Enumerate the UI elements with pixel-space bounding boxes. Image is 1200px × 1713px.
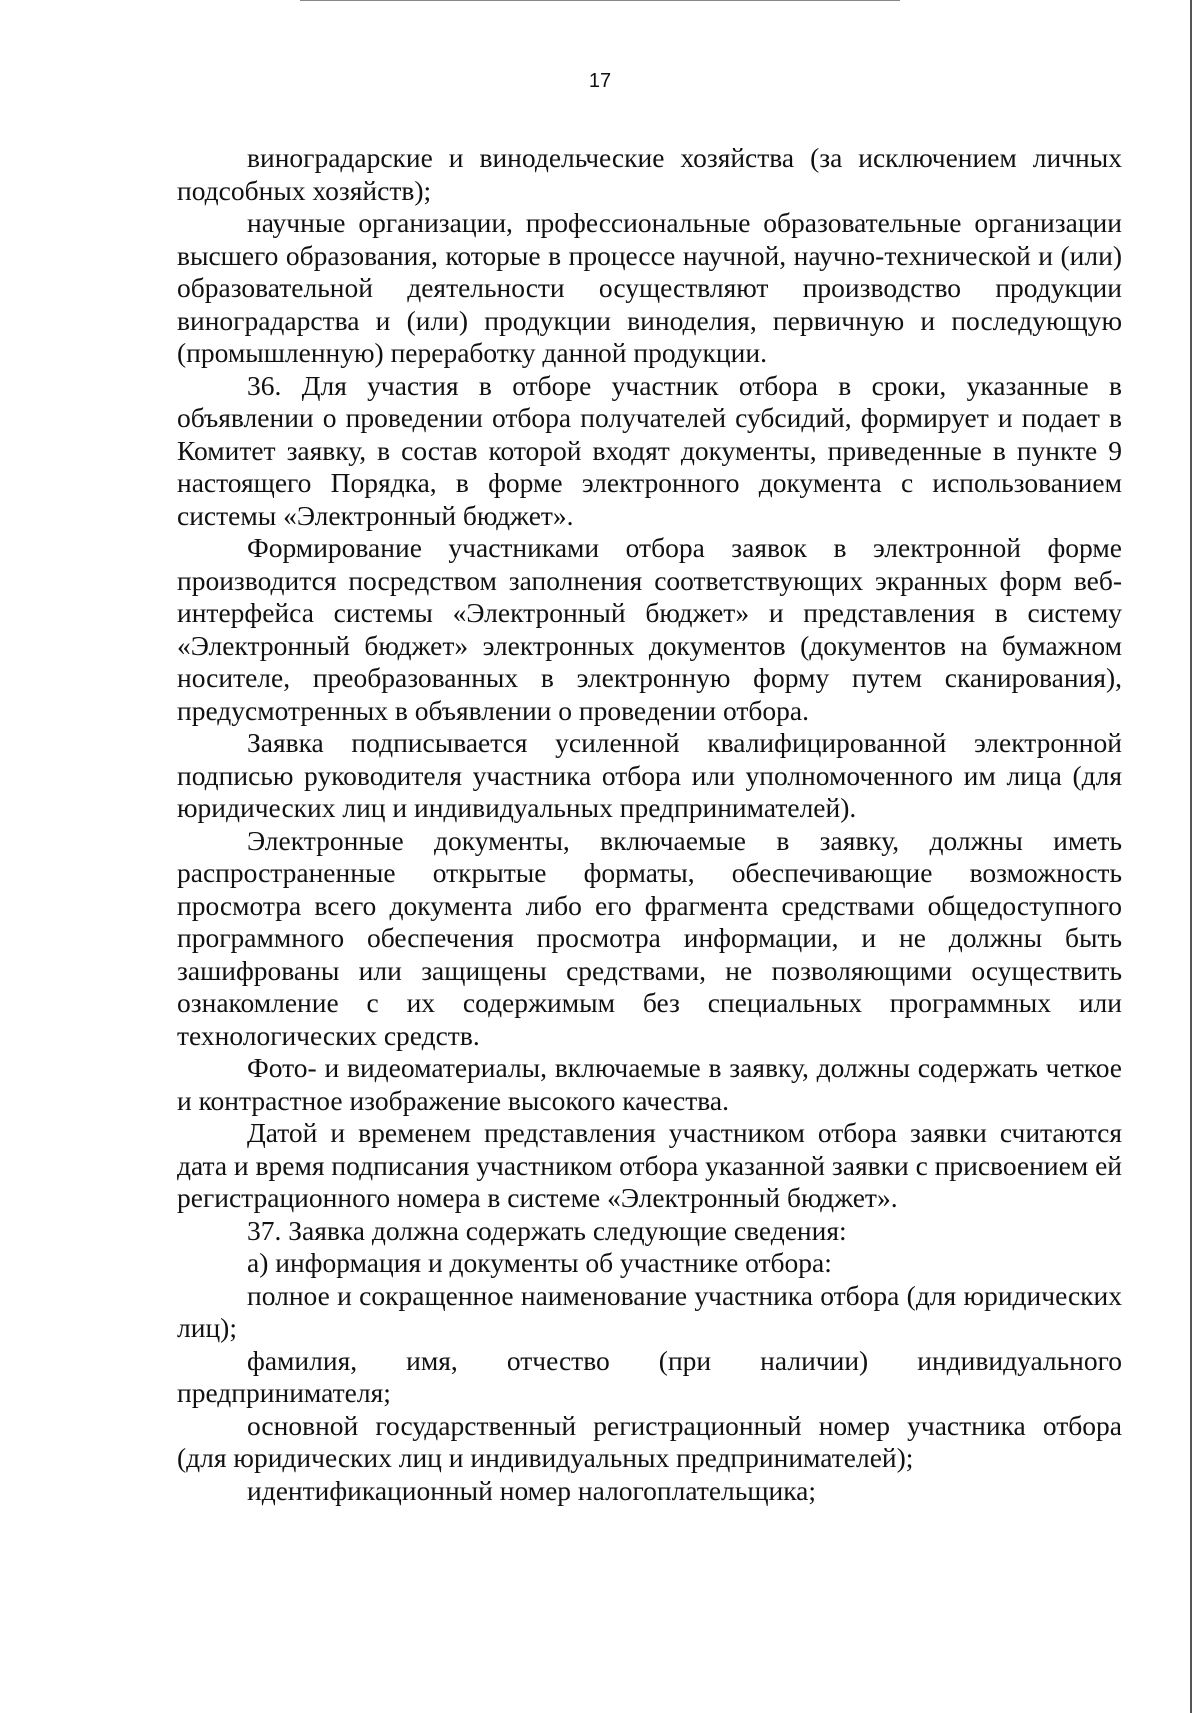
paragraph: Датой и временем представления участником отбора заявки считаются дата и время подписания участником отбора указанной заявки с присвоением ей регистрационного номера в системе «Электронный бюджет».: [177, 1117, 1122, 1213]
paragraph: полное и сокращенное наименование участника отбора (для юридических лиц);: [177, 1279, 1122, 1343]
scan-right-edge: [1190, 0, 1192, 1713]
paragraph: фамилия, имя, отчество (при наличии) индивидуального предпринимателя;: [177, 1344, 1122, 1408]
document-body: [177, 142, 1122, 1507]
scan-top-edge: [300, 0, 900, 1]
paragraph: идентификационный номер налогоплательщика;: [247, 1474, 817, 1506]
paragraph: Электронные документы, включаемые в заявку, должны иметь распространенные открытые форматы, обеспечивающие возможность просмотра всего документа либо его фрагмента средствами общедоступного программного обеспечения просмотра информации, и не должны быть зашифрованы или защищены средствами, не позволяющими осуществить ознакомление с их содержимым без специальных программных или технологических средств.: [177, 824, 1122, 1051]
paragraph: Фото- и видеоматериалы, включаемые в заявку, должны содержать четкое и контрастное изображение высокого качества.: [177, 1052, 1122, 1116]
paragraph: 37. Заявка должна содержать следующие сведения:: [247, 1214, 847, 1246]
page-number: 17: [588, 70, 612, 92]
paragraph: а) информация и документы об участнике отбора:: [247, 1247, 832, 1278]
paragraph: Заявка подписывается усиленной квалифицированной электронной подписью руководителя участника отбора или уполномоченного им лица (для юридических лиц и индивидуальных предпринимателей).: [177, 727, 1122, 823]
paragraph: виноградарские и винодельческие хозяйства (за исключением личных подсобных хозяйств);: [177, 142, 1122, 206]
paragraph: Формирование участниками отбора заявок в электронной форме производится посредством заполнения соответствующих экранных форм веб-интерфейса системы «Электронный бюджет» и представления в систему «Электронный бюджет» электронных документов (документов на бумажном носителе, преобразованных в электронную форму путем сканирования), предусмотренных в объявлении о проведении отбора.: [177, 532, 1122, 726]
paragraph: 36. Для участия в отборе участник отбора в сроки, указанные в объявлении о проведении отбора получателей субсидий, формирует и подает в Комитет заявку, в состав которой входят документы, приведенные в пункте 9 настоящего Порядка, в форме электронного документа с использованием системы «Электронный бюджет».: [177, 369, 1122, 531]
paragraph: основной государственный регистрационный номер участника отбора (для юридических лиц и индивидуальных предпринимателей);: [177, 1409, 1122, 1473]
paragraph: научные организации, профессиональные образовательные организации высшего образования, которые в процессе научной, научно-технической и (или) образовательной деятельности осуществляют производство продукции виноградарства и (или) продукции виноделия, первичную и последующую (промышленную) переработку данной продукции.: [177, 207, 1122, 368]
